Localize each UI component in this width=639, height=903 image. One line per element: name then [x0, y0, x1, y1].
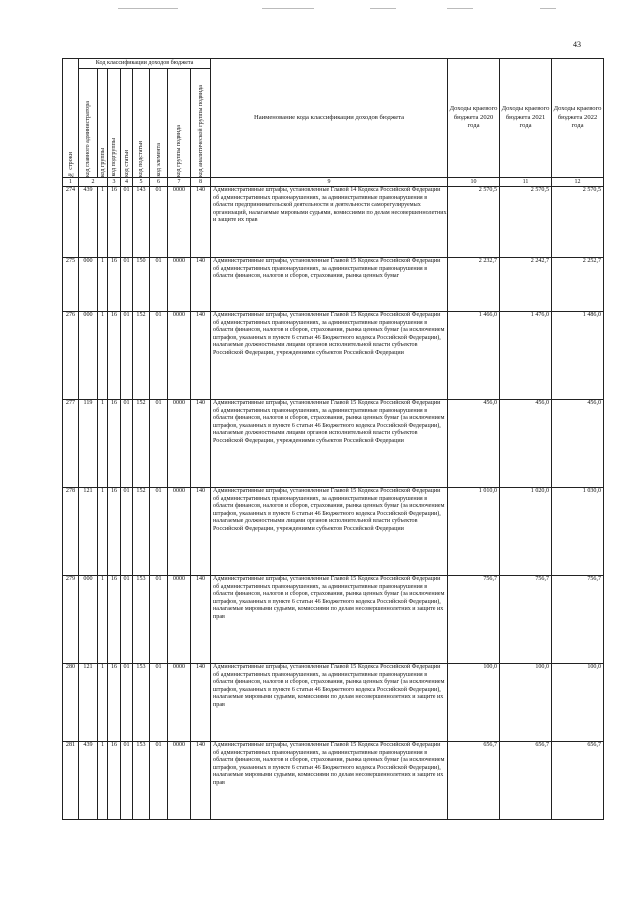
- cell-subtype-code: 0000: [168, 742, 191, 820]
- cell-revenue-2022: 756,7: [552, 576, 604, 664]
- cell-analytic-code: 140: [191, 576, 211, 664]
- cell-element-code: 01: [150, 742, 168, 820]
- cell-analytic-code: 140: [191, 312, 211, 400]
- cell-name: Административные штрафы, установленные Главой 15 Кодекса Российской Федерации об административных правонарушениях, за административные правонарушения в области финансов, налогов и сборов, страхования, рынка ценных бумаг (за исключением штрафов, указанных в пункте 6 статьи 46 Бюджетного кодекса Российской Федерации), налагаемые мировыми судьями, комиссиями по делам несовершеннолетних и защите их прав: [211, 742, 448, 820]
- column-number: 11: [500, 178, 552, 187]
- header-group-code: код группы: [98, 69, 108, 178]
- cell-subtype-code: 0000: [168, 576, 191, 664]
- cell-admin-code: 439: [79, 742, 98, 820]
- cell-analytic-code: 140: [191, 664, 211, 742]
- cell-revenue-2022: 1 486,0: [552, 312, 604, 400]
- cell-analytic-code: 140: [191, 258, 211, 312]
- column-number: 5: [133, 178, 150, 187]
- table-row: [63, 742, 604, 820]
- cell-subgroup-code: 16: [108, 258, 121, 312]
- header-article-code: код статьи: [121, 69, 133, 178]
- cell-revenue-2022: 100,0: [552, 664, 604, 742]
- cell-subtype-code: 0000: [168, 400, 191, 488]
- cell-admin-code: 439: [79, 187, 98, 258]
- cell-name: Административные штрафы, установленные Главой 15 Кодекса Российской Федерации об административных правонарушениях, за административные правонарушения в области финансов, налогов и сборов, страхования, рынка ценных бумаг (за исключением штрафов, указанных в пункте 6 статьи 46 Бюджетного кодекса Российской Федерации), налагаемые мировыми судьями, комиссиями по делам несовершеннолетних и защите их прав: [211, 664, 448, 742]
- cell-group-code: 1: [98, 742, 108, 820]
- cell-revenue-2020: 1 466,0: [448, 312, 500, 400]
- cell-analytic-code: 140: [191, 742, 211, 820]
- cell-analytic-code: 140: [191, 488, 211, 576]
- cell-group-code: 1: [98, 258, 108, 312]
- cell-revenue-2021: 656,7: [500, 742, 552, 820]
- cell-element-code: 01: [150, 488, 168, 576]
- header-revenue-2020: Доходы краевого бюджета 2020 года: [448, 59, 500, 178]
- cell-revenue-2021: 2 242,7: [500, 258, 552, 312]
- cell-article-code: 01: [121, 576, 133, 664]
- scan-edge-line: [262, 8, 314, 9]
- header-subarticle-code: код подстатьи: [133, 69, 150, 178]
- cell-revenue-2020: 100,0: [448, 664, 500, 742]
- cell-admin-code: 000: [79, 312, 98, 400]
- cell-row-number: 277: [63, 400, 79, 488]
- cell-article-code: 01: [121, 312, 133, 400]
- cell-element-code: 01: [150, 258, 168, 312]
- header-revenue-2022: Доходы краевого бюджета 2022 года: [552, 59, 604, 178]
- cell-analytic-code: 140: [191, 400, 211, 488]
- cell-subtype-code: 0000: [168, 258, 191, 312]
- cell-group-code: 1: [98, 400, 108, 488]
- cell-element-code: 01: [150, 576, 168, 664]
- scan-edge-line: [540, 8, 556, 9]
- cell-subgroup-code: 16: [108, 312, 121, 400]
- cell-admin-code: 121: [79, 488, 98, 576]
- cell-subgroup-code: 16: [108, 664, 121, 742]
- cell-row-number: 281: [63, 742, 79, 820]
- cell-row-number: 278: [63, 488, 79, 576]
- cell-revenue-2020: 1 010,0: [448, 488, 500, 576]
- cell-article-code: 01: [121, 488, 133, 576]
- scan-edge-line: [118, 8, 178, 9]
- header-analytic-group-code: код аналитической группы подвида: [191, 69, 211, 178]
- table-row: [63, 312, 604, 400]
- cell-subgroup-code: 16: [108, 742, 121, 820]
- cell-admin-code: 121: [79, 664, 98, 742]
- cell-article-code: 01: [121, 187, 133, 258]
- cell-revenue-2020: 756,7: [448, 576, 500, 664]
- cell-name: Административные штрафы, установленные Главой 15 Кодекса Российской Федерации об административных правонарушениях, за административные правонарушения в области финансов, налогов и сборов, страхования, рынка ценных бумаг (за исключением штрафов, указанных в пункте 6 статьи 46 Бюджетного кодекса Российской Федерации), налагаемые должностными лицами органов исполнительной власти субъектов Российской Федерации, учреждениями субъектов Российской Федерации: [211, 312, 448, 400]
- column-number: 10: [448, 178, 500, 187]
- scan-edge-line: [447, 8, 473, 9]
- cell-revenue-2021: 1 020,0: [500, 488, 552, 576]
- cell-group-code: 1: [98, 488, 108, 576]
- cell-admin-code: 000: [79, 576, 98, 664]
- cell-revenue-2020: 2 570,5: [448, 187, 500, 258]
- cell-revenue-2022: 456,0: [552, 400, 604, 488]
- cell-element-code: 01: [150, 187, 168, 258]
- column-number: 6: [150, 178, 168, 187]
- cell-subtype-code: 0000: [168, 312, 191, 400]
- cell-name: Административные штрафы, установленные Главой 15 Кодекса Российской Федерации об административных правонарушениях, за административные правонарушения в области финансов, налогов и сборов, страхования, рынка ценных бумаг: [211, 258, 448, 312]
- header-classification-code-group: Код классификации доходов бюджета: [79, 59, 211, 69]
- header-revenue-2021: Доходы краевого бюджета 2021 года: [500, 59, 552, 178]
- column-number-row: [63, 178, 604, 187]
- cell-subarticle-code: 150: [133, 258, 150, 312]
- cell-subgroup-code: 16: [108, 488, 121, 576]
- cell-group-code: 1: [98, 576, 108, 664]
- table-row: [63, 187, 604, 258]
- cell-element-code: 01: [150, 664, 168, 742]
- page-number: 43: [573, 40, 581, 49]
- cell-revenue-2022: 1 030,0: [552, 488, 604, 576]
- cell-row-number: 274: [63, 187, 79, 258]
- cell-subarticle-code: 143: [133, 187, 150, 258]
- table-row: [63, 664, 604, 742]
- header-admin-code: код главного администратора: [79, 69, 98, 178]
- cell-admin-code: 119: [79, 400, 98, 488]
- cell-group-code: 1: [98, 312, 108, 400]
- cell-subgroup-code: 16: [108, 187, 121, 258]
- cell-subarticle-code: 153: [133, 576, 150, 664]
- cell-name: Административные штрафы, установленные Главой 15 Кодекса Российской Федерации об административных правонарушениях, за административные правонарушения в области финансов, налогов и сборов, страхования, рынка ценных бумаг (за исключением штрафов, указанных в пункте 6 статьи 46 Бюджетного кодекса Российской Федерации), налагаемые мировыми судьями, комиссиями по делам несовершеннолетних и защите их прав: [211, 576, 448, 664]
- scan-edge-line: [370, 8, 396, 9]
- column-number: 4: [121, 178, 133, 187]
- header-subgroup-code: код подгруппы: [108, 69, 121, 178]
- column-number: 1: [63, 178, 79, 187]
- table-row: [63, 576, 604, 664]
- cell-revenue-2021: 2 570,5: [500, 187, 552, 258]
- cell-revenue-2021: 756,7: [500, 576, 552, 664]
- cell-element-code: 01: [150, 312, 168, 400]
- cell-revenue-2022: 2 252,7: [552, 258, 604, 312]
- table-row: [63, 488, 604, 576]
- cell-article-code: 01: [121, 742, 133, 820]
- cell-subarticle-code: 153: [133, 742, 150, 820]
- cell-revenue-2020: 2 232,7: [448, 258, 500, 312]
- cell-article-code: 01: [121, 664, 133, 742]
- cell-revenue-2021: 1 476,0: [500, 312, 552, 400]
- cell-article-code: 01: [121, 258, 133, 312]
- cell-subgroup-code: 16: [108, 400, 121, 488]
- table-row: [63, 400, 604, 488]
- header-name: Наименование кода классификации доходов бюджета: [211, 59, 448, 178]
- cell-row-number: 280: [63, 664, 79, 742]
- cell-name: Административные штрафы, установленные Главой 15 Кодекса Российской Федерации об административных правонарушениях, за административные правонарушения в области финансов, налогов и сборов, страхования, рынка ценных бумаг (за исключением штрафов, указанных в пункте 6 статьи 46 Бюджетного кодекса Российской Федерации), налагаемые должностными лицами органов исполнительной власти субъектов Российской Федерации, учреждениями субъектов Российской Федерации: [211, 400, 448, 488]
- cell-subarticle-code: 152: [133, 488, 150, 576]
- header-row-number: № строки: [63, 59, 79, 178]
- cell-subtype-code: 0000: [168, 488, 191, 576]
- cell-revenue-2022: 2 570,5: [552, 187, 604, 258]
- header-element-code: код элемента: [150, 69, 168, 178]
- cell-row-number: 279: [63, 576, 79, 664]
- table-row: [63, 258, 604, 312]
- column-number: 7: [168, 178, 191, 187]
- cell-article-code: 01: [121, 400, 133, 488]
- column-number: 12: [552, 178, 604, 187]
- column-number: 3: [108, 178, 121, 187]
- column-number: 8: [191, 178, 211, 187]
- cell-revenue-2020: 456,0: [448, 400, 500, 488]
- cell-subarticle-code: 152: [133, 400, 150, 488]
- cell-revenue-2021: 456,0: [500, 400, 552, 488]
- cell-subarticle-code: 153: [133, 664, 150, 742]
- cell-subtype-code: 0000: [168, 187, 191, 258]
- cell-row-number: 276: [63, 312, 79, 400]
- cell-subtype-code: 0000: [168, 664, 191, 742]
- cell-revenue-2021: 100,0: [500, 664, 552, 742]
- cell-group-code: 1: [98, 664, 108, 742]
- cell-subgroup-code: 16: [108, 576, 121, 664]
- cell-revenue-2020: 656,7: [448, 742, 500, 820]
- column-number: 9: [211, 178, 448, 187]
- cell-analytic-code: 140: [191, 187, 211, 258]
- cell-revenue-2022: 656,7: [552, 742, 604, 820]
- cell-name: Административные штрафы, установленные Главой 15 Кодекса Российской Федерации об административных правонарушениях, за административные правонарушения в области финансов, налогов и сборов, страхования, рынка ценных бумаг (за исключением штрафов, указанных в пункте 6 статьи 46 Бюджетного кодекса Российской Федерации), налагаемые должностными лицами органов исполнительной власти субъектов Российской Федерации, учреждениями субъектов Российской Федерации: [211, 488, 448, 576]
- cell-group-code: 1: [98, 187, 108, 258]
- cell-subarticle-code: 152: [133, 312, 150, 400]
- cell-element-code: 01: [150, 400, 168, 488]
- header-subtype-group-code: код группы подвида: [168, 69, 191, 178]
- cell-name: Административные штрафы, установленные Главой 14 Кодекса Российской Федерации об административных правонарушениях, за административные правонарушения в области предпринимательской деятельности и деятельности саморегулируемых организаций, налагаемые мировыми судьями, комиссиями по делам несовершеннолетних и защите их прав: [211, 187, 448, 258]
- budget-revenue-table: [62, 58, 604, 820]
- cell-admin-code: 000: [79, 258, 98, 312]
- column-number: 2: [79, 178, 108, 187]
- cell-row-number: 275: [63, 258, 79, 312]
